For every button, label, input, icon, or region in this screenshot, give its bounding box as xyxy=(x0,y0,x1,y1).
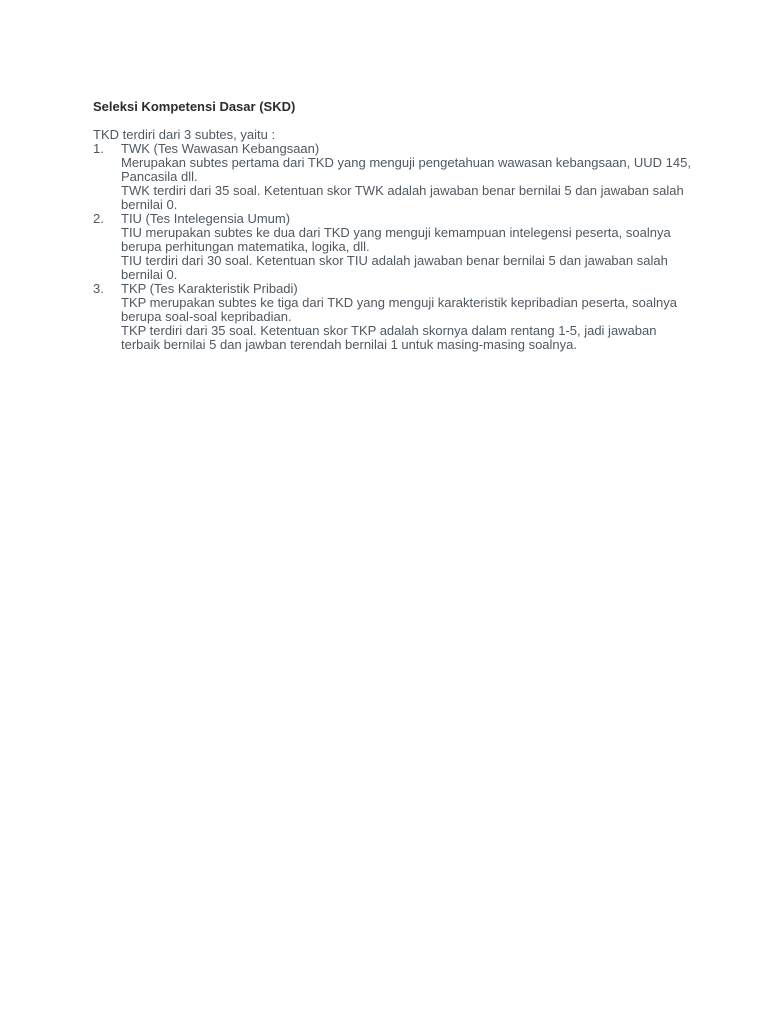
intro-text: TKD terdiri dari 3 subtes, yaitu : xyxy=(93,127,276,142)
document-title: Seleksi Kompetensi Dasar (SKD) xyxy=(93,99,296,114)
list-item xyxy=(93,212,693,282)
list-item-heading: TIU (Tes Intelegensia Umum) xyxy=(121,211,291,226)
list-item-score: TKP terdiri dari 35 soal. Ketentuan skor TKP adalah skornya dalam rentang 1-5, jadi jawaban terbaik bernilai 5 dan jawban terendah bernilai 1 untuk masing-masing soalnya. xyxy=(121,323,657,352)
list-item-number: 1. xyxy=(93,141,104,156)
list-item-score: TWK terdiri dari 35 soal. Ketentuan skor TWK adalah jawaban benar bernilai 5 dan jawaban salah bernilai 0. xyxy=(121,183,684,212)
list-item-number: 3. xyxy=(93,281,104,296)
list-item-description: TKP merupakan subtes ke tiga dari TKD yang menguji karakteristik kepribadian peserta, soalnya berupa soal-soal kepribadian. xyxy=(121,295,677,324)
document-page xyxy=(93,98,693,352)
list-item-heading: TKP (Tes Karakteristik Pribadi) xyxy=(121,281,298,296)
list-item-heading: TWK (Tes Wawasan Kebangsaan) xyxy=(121,141,320,156)
list-item xyxy=(93,282,693,352)
list-item-number: 2. xyxy=(93,211,104,226)
list-item-description: Merupakan subtes pertama dari TKD yang menguji pengetahuan wawasan kebangsaan, UUD 145, Pancasila dll. xyxy=(121,155,691,184)
list-item xyxy=(93,142,693,212)
subtest-list xyxy=(93,142,693,352)
list-item-score: TIU terdiri dari 30 soal. Ketentuan skor TIU adalah jawaban benar bernilai 5 dan jawaban salah bernilai 0. xyxy=(121,253,668,282)
list-item-description: TIU merupakan subtes ke dua dari TKD yang menguji kemampuan intelegensi peserta, soalnya berupa perhitungan matematika, logika, dll. xyxy=(121,225,671,254)
